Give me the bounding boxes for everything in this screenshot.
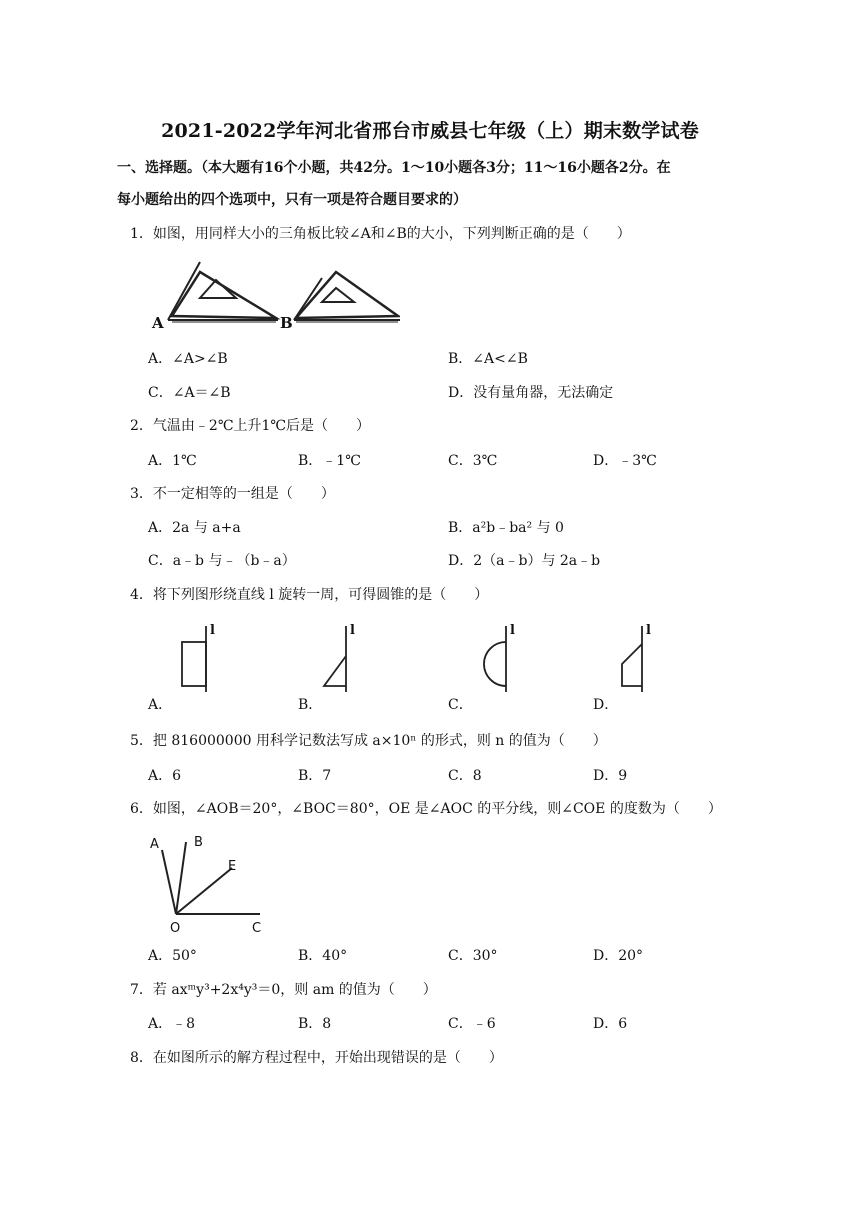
q1-option-d: D．没有量角器，无法确定	[448, 385, 614, 401]
question-6-text: 6．如图，∠AOB＝20°，∠BOC＝80°，OE 是∠AOC 的平分线，则∠COE 的度数为（ ）	[130, 801, 722, 817]
q6-option-d: D．20°	[593, 948, 644, 964]
point-label-c: C	[252, 921, 262, 936]
q6-option-b: B．40°	[298, 948, 348, 964]
line-label-d: l	[646, 623, 651, 638]
question-3-text: 3．不一定相等的一组是（ ）	[130, 486, 335, 502]
point-label-b: B	[194, 835, 203, 850]
q7-option-a: A．﹣8	[148, 1016, 196, 1032]
q3-option-c: C．a﹣b 与﹣（b﹣a）	[148, 553, 296, 569]
q5-option-a: A．6	[148, 768, 182, 784]
q3-option-b: B．a²b﹣ba² 与 0	[448, 520, 564, 536]
point-label-o: O	[170, 921, 181, 936]
section-heading-line1: 一、选择题。（本大题有16个小题，共42分。1～10小题各3分；11～16小题各2分。在	[117, 160, 671, 176]
q3-option-d: D．2（a﹣b）与 2a﹣b	[448, 553, 601, 569]
q4-option-a: A．	[148, 697, 173, 713]
q6-option-c: C．30°	[448, 948, 498, 964]
question-1-text: 1．如图，用同样大小的三角板比较∠A和∠B的大小，下列判断正确的是（ ）	[130, 226, 631, 242]
q6-option-a: A．50°	[148, 948, 197, 964]
question-4-text: 4．将下列图形绕直线 l 旋转一周，可得圆锥的是（ ）	[130, 587, 489, 603]
question-5-text: 5．把 816000000 用科学记数法写成 a×10ⁿ 的形式，则 n 的值为（ ）	[130, 733, 607, 749]
q7-option-d: D．6	[593, 1016, 628, 1032]
q4-option-b: B．	[298, 697, 323, 713]
q5-option-d: D．9	[593, 768, 628, 784]
q2-option-d: D．﹣3℃	[593, 453, 657, 469]
point-label-e: E	[228, 859, 237, 874]
q2-option-a: A．1℃	[148, 453, 197, 469]
line-label-c: l	[510, 623, 515, 638]
q1-option-b: B．∠A<∠B	[448, 351, 528, 367]
question-1-figure	[148, 258, 400, 330]
question-4-figures	[170, 620, 660, 692]
q7-option-b: B．8	[298, 1016, 332, 1032]
q1-option-c: C．∠A＝∠B	[148, 385, 231, 401]
question-2-text: 2．气温由﹣2℃上升1℃后是（ ）	[130, 418, 371, 434]
q5-option-b: B．7	[298, 768, 332, 784]
q7-option-c: C．﹣6	[448, 1016, 496, 1032]
figure-label-b: B	[280, 314, 293, 330]
figure-label-a: A	[152, 314, 164, 330]
q5-option-c: C．8	[448, 768, 482, 784]
q4-option-d: D．	[593, 697, 619, 713]
q2-option-c: C．3℃	[448, 453, 498, 469]
question-7-text: 7．若 axᵐy³+2x⁴y³＝0，则 am 的值为（ ）	[130, 982, 437, 998]
q2-option-b: B．﹣1℃	[298, 453, 361, 469]
section-heading-line2: 每小题给出的四个选项中，只有一项是符合题目要求的）	[117, 192, 467, 208]
question-6-figure	[146, 830, 270, 936]
point-label-a: A	[150, 837, 159, 852]
q4-option-c: C．	[448, 697, 473, 713]
line-label-a: l	[210, 623, 215, 638]
page-title: 2021-2022学年河北省邢台市威县七年级（上）期末数学试卷	[161, 120, 699, 142]
question-8-text: 8．在如图所示的解方程过程中，开始出现错误的是（ ）	[130, 1050, 503, 1066]
q1-option-a: A．∠A>∠B	[148, 351, 228, 367]
line-label-b: l	[350, 623, 355, 638]
q3-option-a: A．2a 与 a+a	[148, 520, 241, 536]
